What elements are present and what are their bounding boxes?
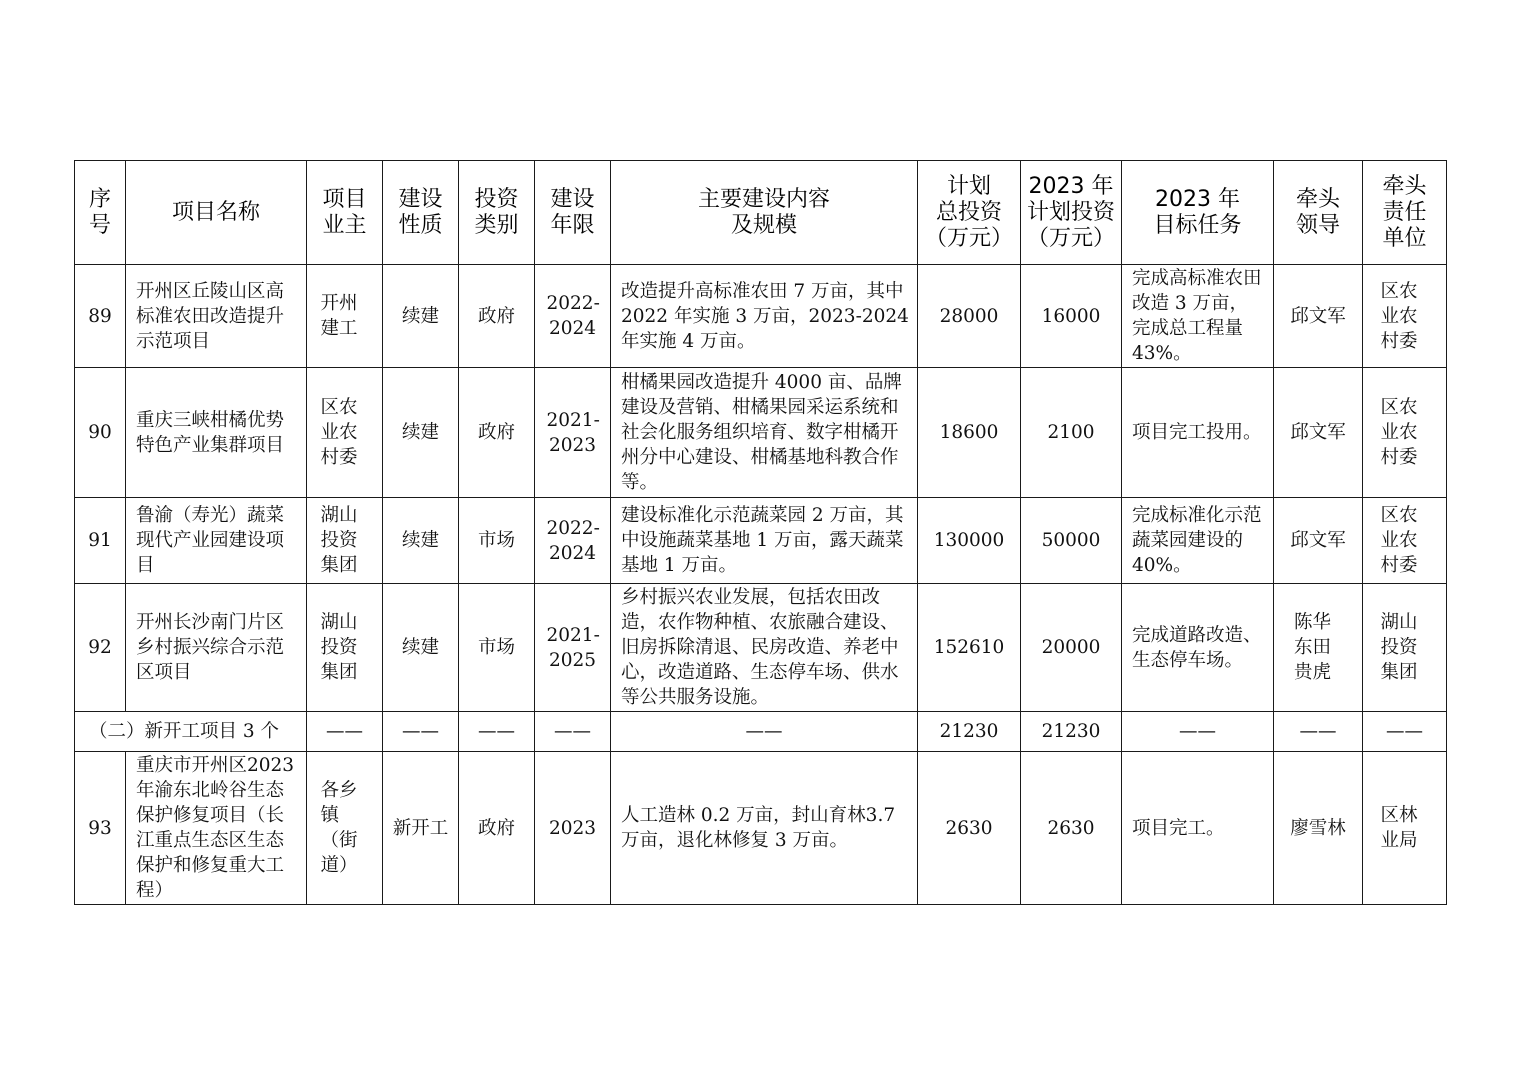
header-content bbox=[611, 161, 918, 265]
table-row bbox=[75, 265, 1447, 368]
cell-leader: 廖雪林 bbox=[1274, 752, 1363, 905]
cell-total: 2630 bbox=[918, 752, 1021, 905]
cell-period-text: 2022-2024 bbox=[546, 517, 600, 564]
header-owner-line2: 业主 bbox=[322, 212, 367, 238]
cell-owner bbox=[307, 368, 383, 498]
cell-period bbox=[535, 265, 611, 368]
cell-total: 130000 bbox=[918, 498, 1021, 584]
header-name-label: 项目名称 bbox=[171, 199, 260, 225]
header-invest-type-line2: 类别 bbox=[474, 212, 519, 238]
cell-leader bbox=[1274, 584, 1363, 712]
section-subheader-row bbox=[75, 712, 1447, 752]
cell-owner bbox=[307, 752, 383, 905]
cell-owner bbox=[307, 265, 383, 368]
cell-invest-type: 政府 bbox=[459, 368, 535, 498]
cell-invest-type: 市场 bbox=[459, 498, 535, 584]
cell-leader: 邱文军 bbox=[1274, 498, 1363, 584]
cell-owner-text: 湖山投资集团 bbox=[320, 505, 358, 576]
cell-total: 28000 bbox=[918, 265, 1021, 368]
cell-seq: 89 bbox=[75, 265, 126, 368]
cell-period-text: 2021-2023 bbox=[546, 409, 600, 456]
cell-seq: 93 bbox=[75, 752, 126, 905]
cell-leader: 邱文军 bbox=[1274, 368, 1363, 498]
cell-seq: 91 bbox=[75, 498, 126, 584]
header-invest-type bbox=[459, 161, 535, 265]
header-seq-line1: 序 bbox=[88, 186, 111, 212]
cell-content: 改造提升高标准农田 7 万亩，其中 2022 年实施 3 万亩，2023-2024 年实施 4 万亩。 bbox=[611, 265, 918, 368]
cell-period bbox=[535, 368, 611, 498]
cell-unit bbox=[1363, 498, 1447, 584]
cell-content: 柑橘果园改造提升 4000 亩、品牌建设及营销、柑橘果园采运系统和社会化服务组织培育、数字柑橘开州分中心建设、柑橘基地科教合作等。 bbox=[611, 368, 918, 498]
header-leader-line2: 领导 bbox=[1295, 212, 1340, 238]
cell-leader-text: 陈华东田贵虎 bbox=[1294, 612, 1332, 683]
cell-name: 鲁渝（寿光）蔬菜现代产业园建设项目 bbox=[126, 498, 307, 584]
cell-total: 152610 bbox=[918, 584, 1021, 712]
header-unit-line1: 牵头 bbox=[1382, 173, 1427, 199]
cell-target: 项目完工投用。 bbox=[1122, 368, 1274, 498]
cell-unit bbox=[1363, 368, 1447, 498]
section-label: （二）新开工项目 3 个 bbox=[75, 712, 307, 752]
dash-cell: —— bbox=[307, 712, 383, 752]
header-total-line3: （万元） bbox=[924, 225, 1013, 251]
header-leader bbox=[1274, 161, 1363, 265]
header-nature-line1: 建设 bbox=[398, 186, 443, 212]
cell-content: 人工造林 0.2 万亩，封山育林3.7 万亩，退化林修复 3 万亩。 bbox=[611, 752, 918, 905]
cell-period-text: 2022-2024 bbox=[546, 293, 600, 339]
cell-unit bbox=[1363, 265, 1447, 368]
cell-target: 完成道路改造、生态停车场。 bbox=[1122, 584, 1274, 712]
table-row bbox=[75, 368, 1447, 498]
cell-invest-2023: 2100 bbox=[1021, 368, 1122, 498]
cell-total: 18600 bbox=[918, 368, 1021, 498]
cell-invest-2023: 50000 bbox=[1021, 498, 1122, 584]
cell-leader: 邱文军 bbox=[1274, 265, 1363, 368]
dash-cell: —— bbox=[459, 712, 535, 752]
cell-unit-text: 区农业农村委 bbox=[1380, 505, 1418, 576]
header-owner bbox=[307, 161, 383, 265]
cell-owner bbox=[307, 584, 383, 712]
header-invest-2023 bbox=[1021, 161, 1122, 265]
cell-name: 重庆三峡柑橘优势特色产业集群项目 bbox=[126, 368, 307, 498]
cell-unit-text: 湖山投资集团 bbox=[1380, 612, 1418, 683]
dash-cell: —— bbox=[383, 712, 459, 752]
cell-name: 开州长沙南门片区乡村振兴综合示范区项目 bbox=[126, 584, 307, 712]
header-period-line1: 建设 bbox=[550, 186, 595, 212]
dash-cell: —— bbox=[535, 712, 611, 752]
header-nature bbox=[383, 161, 459, 265]
cell-invest-2023: 20000 bbox=[1021, 584, 1122, 712]
cell-nature: 续建 bbox=[383, 498, 459, 584]
header-unit bbox=[1363, 161, 1447, 265]
header-invest-2023-line2: 计划投资 bbox=[1026, 199, 1115, 225]
header-unit-line2: 责任 bbox=[1382, 199, 1427, 225]
header-invest-2023-line1: 2023 年 bbox=[1028, 173, 1114, 199]
cell-nature: 续建 bbox=[383, 368, 459, 498]
cell-owner-text: 区农业农村委 bbox=[320, 397, 358, 468]
cell-period-text: 2021-2025 bbox=[546, 624, 600, 671]
header-invest-type-line1: 投资 bbox=[474, 186, 519, 212]
dash-cell: —— bbox=[611, 712, 918, 752]
cell-unit-text: 区农业农村委 bbox=[1380, 397, 1418, 468]
table-header-row bbox=[75, 161, 1447, 265]
header-name bbox=[126, 161, 307, 265]
header-content-line2: 及规模 bbox=[730, 212, 797, 238]
header-period bbox=[535, 161, 611, 265]
dash-cell: —— bbox=[1274, 712, 1363, 752]
header-owner-line1: 项目 bbox=[322, 186, 367, 212]
cell-target: 项目完工。 bbox=[1122, 752, 1274, 905]
cell-content: 建设标准化示范蔬菜园 2 万亩，其中设施蔬菜基地 1 万亩，露天蔬菜基地 1 万亩。 bbox=[611, 498, 918, 584]
cell-content: 乡村振兴农业发展，包括农田改造，农作物种植、农旅融合建设、旧房拆除清退、民房改造、养老中心，改造道路、生态停车场、供水等公共服务设施。 bbox=[611, 584, 918, 712]
header-seq bbox=[75, 161, 126, 265]
cell-owner bbox=[307, 498, 383, 584]
cell-invest-type: 政府 bbox=[459, 752, 535, 905]
cell-name: 开州区丘陵山区高标准农田改造提升示范项目 bbox=[126, 265, 307, 368]
cell-owner-text: 各乡镇（街道） bbox=[320, 780, 358, 876]
cell-invest-2023: 16000 bbox=[1021, 265, 1122, 368]
cell-owner-text: 开州建工 bbox=[320, 293, 358, 339]
header-content-line1: 主要建设内容 bbox=[697, 186, 830, 212]
header-total-line2: 总投资 bbox=[935, 199, 1002, 225]
cell-unit-text: 区林业局 bbox=[1380, 805, 1418, 851]
cell-unit-text: 区农业农村委 bbox=[1380, 280, 1418, 352]
cell-nature: 续建 bbox=[383, 584, 459, 712]
subtotal-total: 21230 bbox=[918, 712, 1021, 752]
header-seq-line2: 号 bbox=[88, 212, 111, 238]
table-row bbox=[75, 498, 1447, 584]
cell-invest-type: 市场 bbox=[459, 584, 535, 712]
cell-unit bbox=[1363, 752, 1447, 905]
table-row bbox=[75, 584, 1447, 712]
dash-cell: —— bbox=[1122, 712, 1274, 752]
cell-target: 完成高标准农田改造 3 万亩，完成总工程量 43%。 bbox=[1122, 265, 1274, 368]
header-nature-line2: 性质 bbox=[398, 212, 443, 238]
header-leader-line1: 牵头 bbox=[1295, 186, 1340, 212]
table-row bbox=[75, 752, 1447, 905]
cell-target: 完成标准化示范蔬菜园建设的 40%。 bbox=[1122, 498, 1274, 584]
cell-owner-text: 湖山投资集团 bbox=[320, 612, 358, 683]
subtotal-invest-2023: 21230 bbox=[1021, 712, 1122, 752]
header-total bbox=[918, 161, 1021, 265]
header-target-line2: 目标任务 bbox=[1153, 212, 1242, 238]
dash-cell: —— bbox=[1363, 712, 1447, 752]
cell-invest-2023: 2630 bbox=[1021, 752, 1122, 905]
header-invest-2023-line3: （万元） bbox=[1026, 225, 1115, 251]
header-target-line1: 2023 年 bbox=[1155, 186, 1240, 212]
header-unit-line3: 单位 bbox=[1382, 225, 1427, 251]
header-period-line2: 年限 bbox=[550, 212, 595, 238]
cell-invest-type: 政府 bbox=[459, 265, 535, 368]
cell-unit bbox=[1363, 584, 1447, 712]
cell-period bbox=[535, 498, 611, 584]
cell-nature: 新开工 bbox=[383, 752, 459, 905]
cell-seq: 90 bbox=[75, 368, 126, 498]
header-target bbox=[1122, 161, 1274, 265]
cell-seq: 92 bbox=[75, 584, 126, 712]
project-table bbox=[74, 160, 1447, 905]
cell-period: 2023 bbox=[535, 752, 611, 905]
header-total-line1: 计划 bbox=[946, 173, 991, 199]
cell-name: 重庆市开州区2023 年渝东北岭谷生态保护修复项目（长江重点生态区生态保护和修复重大工程） bbox=[126, 752, 307, 905]
cell-period bbox=[535, 584, 611, 712]
cell-nature: 续建 bbox=[383, 265, 459, 368]
